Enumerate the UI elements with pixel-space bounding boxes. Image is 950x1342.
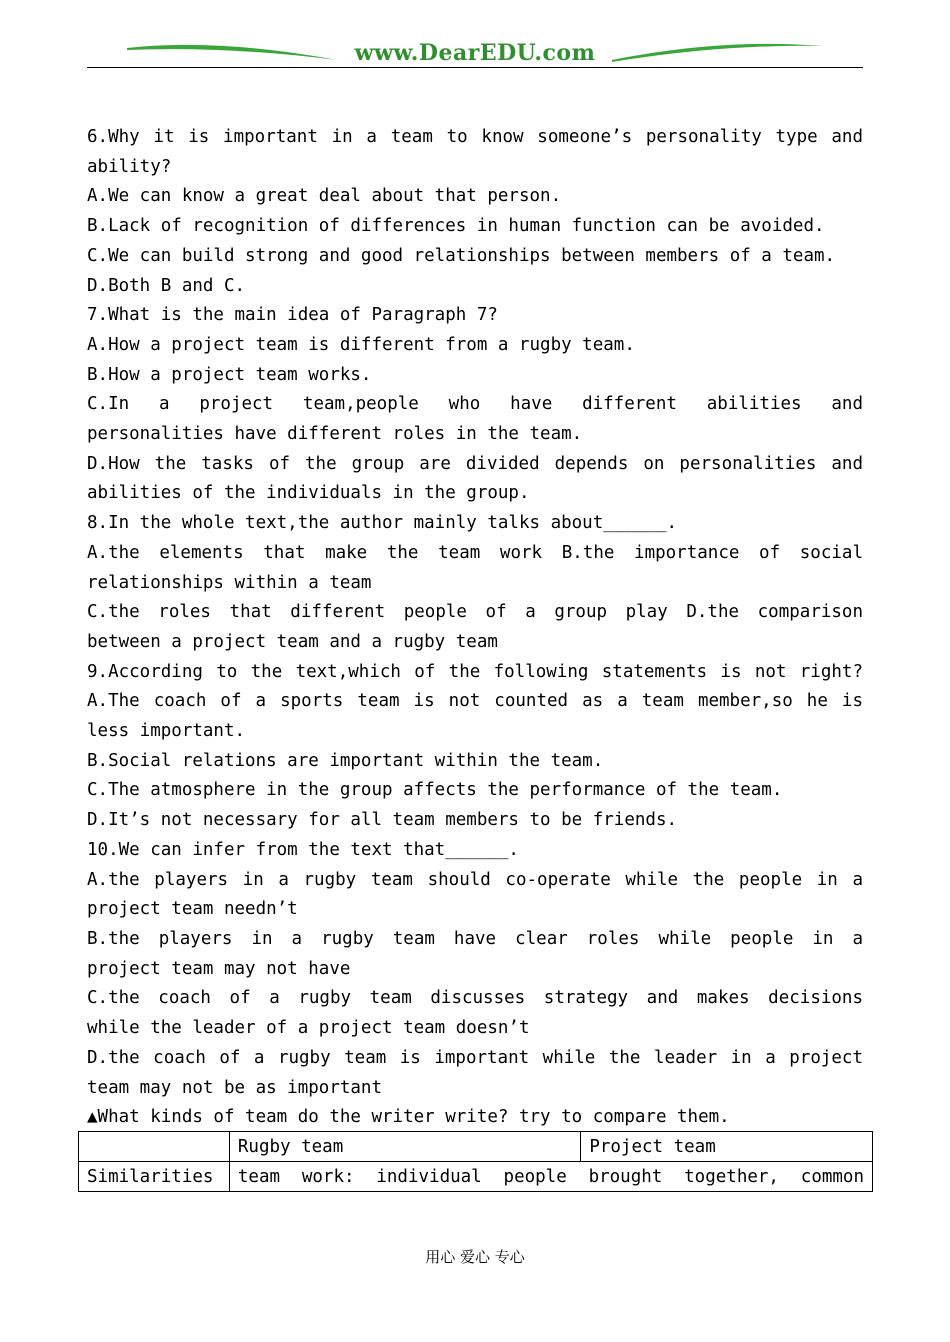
text-line: 10.We can infer from the text that______.: [87, 839, 519, 860]
table-header-rugby: Rugby team: [229, 1132, 580, 1162]
text-line: ability?: [87, 156, 172, 177]
text-line: B.Social relations are important within the team.: [87, 750, 604, 771]
text-line: 7.What is the main idea of Paragraph 7?: [87, 305, 498, 326]
text-line: B.the players in a rugby team have clear roles while people in a: [87, 928, 863, 949]
text-line: D.Both B and C.: [87, 275, 246, 296]
page-footer: 用心 爱心 专心: [425, 1248, 525, 1266]
text-line: project team may not have: [87, 958, 351, 979]
right-swoosh-icon: [612, 36, 822, 66]
row-label-similarities: Similarities: [79, 1162, 230, 1192]
text-line: 8.In the whole text,the author mainly talks about______.: [87, 513, 678, 534]
comparison-table: [78, 1131, 873, 1192]
text-line: A.the players in a rugby team should co-operate while the people in a: [87, 869, 863, 890]
similarities-text: team work: individual people brought together, common: [229, 1162, 872, 1192]
text-line: D.It’s not necessary for all team members to be friends.: [87, 810, 678, 831]
text-line: D.the coach of a rugby team is important while the leader in a project: [87, 1047, 863, 1068]
text-line: less important.: [87, 721, 246, 742]
table-row: [79, 1162, 873, 1192]
text-line: B.Lack of recognition of differences in human function can be avoided.: [87, 216, 825, 237]
text-line: ▲What kinds of team do the writer write? try to compare them.: [87, 1107, 730, 1128]
table-header-cell-empty: [79, 1132, 230, 1162]
text-line: D.How the tasks of the group are divided depends on personalities and: [87, 453, 863, 474]
table-header-project: Project team: [581, 1132, 873, 1162]
text-line: C.In a project team,people who have different abilities and: [87, 394, 863, 415]
text-line: team may not be as important: [87, 1077, 383, 1098]
site-logo-text: www.DearEDU.com: [354, 40, 596, 66]
text-line: relationships within a team: [87, 572, 372, 593]
text-line: C.the roles that different people of a group play D.the comparison: [87, 602, 863, 623]
text-line: 6.Why it is important in a team to know someone’s personality type and: [87, 127, 863, 147]
text-line: C.the coach of a rugby team discusses strategy and makes decisions: [87, 988, 863, 1009]
text-line: B.How a project team works.: [87, 364, 372, 385]
table-header-row: [79, 1132, 873, 1162]
text-line: 9.According to the text,which of the following statements is not right?: [87, 661, 863, 682]
text-line: A.We can know a great deal about that person.: [87, 186, 562, 207]
text-line: C.The atmosphere in the group affects the performance of the team.: [87, 780, 783, 801]
text-line: while the leader of a project team doesn’t: [87, 1018, 530, 1039]
text-line: A.The coach of a sports team is not counted as a team member,so he is: [87, 691, 863, 712]
header-rule: [87, 67, 863, 68]
text-line: between a project team and a rugby team: [87, 631, 498, 652]
text-line: abilities of the individuals in the group.: [87, 483, 530, 504]
text-line: project team needn’t: [87, 899, 298, 920]
question-text: [87, 123, 863, 1133]
text-line: A.How a project team is different from a rugby team.: [87, 334, 635, 355]
text-line: C.We can build strong and good relationships between members of a team.: [87, 245, 836, 266]
text-line: A.the elements that make the team work B.the importance of social: [87, 542, 863, 563]
text-line: personalities have different roles in the team.: [87, 424, 583, 445]
page-header: [87, 36, 863, 70]
